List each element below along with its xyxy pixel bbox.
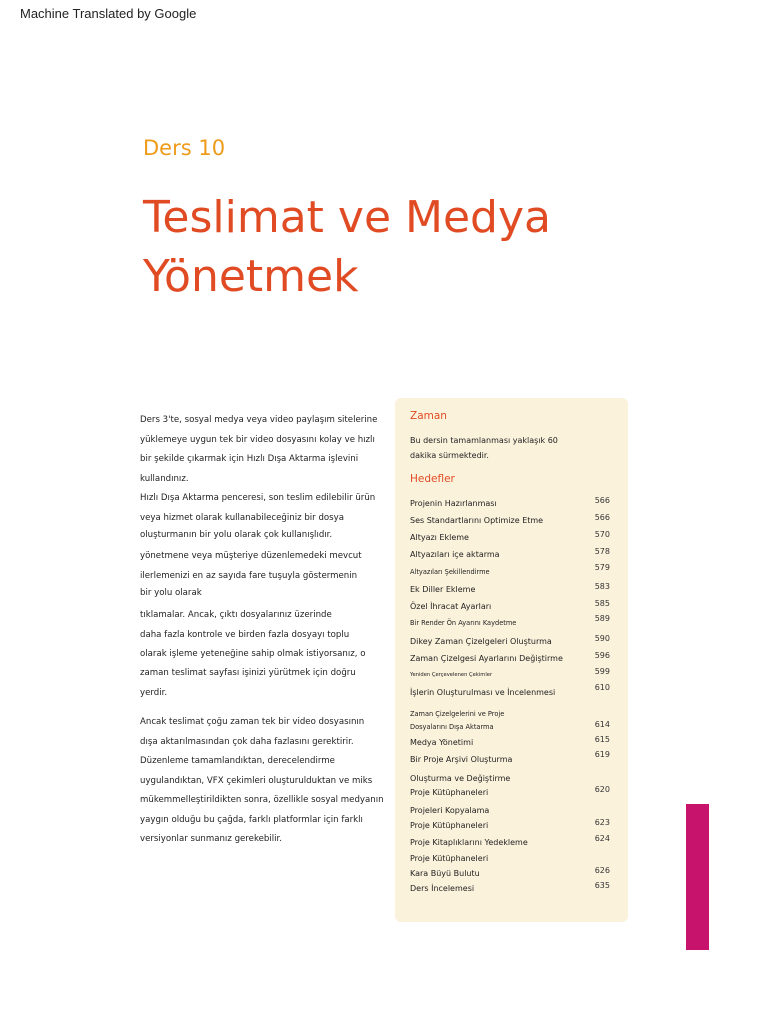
objective-page-number: 635 <box>594 881 610 890</box>
objective-page-number: 623 <box>594 818 610 827</box>
objective-label: Oluşturma ve Değiştirme <box>410 774 511 783</box>
body-text-line: Ders 3'te, sosyal medya veya video paylaşım sitelerine <box>140 415 378 425</box>
objective-label: Proje Kütüphaneleri <box>410 788 489 797</box>
body-text-line: yüklemeye uygun tek bir video dosyasını kolay ve hızlı <box>140 435 375 445</box>
objective-label: Bir Proje Arşivi Oluşturma <box>410 755 513 764</box>
objective-label: Altyazı Ekleme <box>410 533 469 542</box>
objective-label: Yeniden Çerçevelenen Çekimler <box>410 672 493 678</box>
lesson-title-line: Teslimat ve Medya <box>143 192 551 243</box>
body-text-line: zaman teslimat sayfası işinizi yürütmek için doğru <box>140 668 356 678</box>
body-text-line: Düzenleme tamamlandıktan, derecelendirme <box>140 756 335 766</box>
body-text-line: tıklamalar. Ancak, çıktı dosyalarınız üzerinde <box>140 610 332 620</box>
body-text-line: yaygın olduğu bu çağda, farklı platformlar için farklı <box>140 815 363 825</box>
body-text-line: mükemmelleştirildikten sonra, özellikle sosyal medyanın <box>140 795 384 805</box>
objective-label: Dosyalarını Dışa Aktarma <box>410 723 494 731</box>
objective-label: Proje Kütüphaneleri <box>410 854 489 863</box>
body-text-line: oluşturmanın bir yolu olarak çok kullanışlıdır. <box>140 530 333 540</box>
lesson-number: Ders 10 <box>143 136 226 160</box>
objective-label: Proje Kütüphaneleri <box>410 821 489 830</box>
goals-heading: Hedefler <box>410 473 455 485</box>
body-text-line: veya hizmet olarak kullanabileceğiniz bir dosya <box>140 513 344 523</box>
objective-label: Ses Standartlarını Optimize Etme <box>410 516 544 525</box>
objective-page-number: 626 <box>594 866 610 875</box>
objective-page-number: 579 <box>594 563 610 572</box>
time-heading: Zaman <box>410 410 447 422</box>
objective-page-number: 620 <box>594 785 610 794</box>
body-text-line: bir şekilde çıkarmak için Hızlı Dışa Aktarma işlevini <box>140 454 359 464</box>
objective-label: Altyazıları Şekillendirme <box>410 568 490 576</box>
body-text-line: versiyonlar sunmanız gerekebilir. <box>140 834 282 844</box>
objective-label: Proje Kitaplıklarını Yedekleme <box>410 838 528 847</box>
body-text-line: yerdir. <box>140 688 168 698</box>
time-text-line: dakika sürmektedir. <box>410 451 489 460</box>
objective-label: Projenin Hazırlanması <box>410 499 497 508</box>
lesson-title <box>143 188 551 306</box>
objective-label: Özel İhracat Ayarları <box>410 602 492 611</box>
objective-page-number: 566 <box>594 496 610 505</box>
objective-label: Projeleri Kopyalama <box>410 806 490 815</box>
objective-page-number: 566 <box>594 513 610 522</box>
body-text-line: uygulandıktan, VFX çekimleri oluşturulduktan ve miks <box>140 776 373 786</box>
time-text-line: Bu dersin tamamlanması yaklaşık 60 <box>410 436 558 445</box>
objective-page-number: 589 <box>594 614 610 623</box>
objective-label: Ders İncelemesi <box>410 884 475 893</box>
objective-page-number: 619 <box>594 750 610 759</box>
objective-label: Medya Yönetimi <box>410 738 474 747</box>
objective-page-number: 614 <box>594 720 610 729</box>
machine-translation-banner: Machine Translated by Google <box>20 6 197 21</box>
objective-page-number: 624 <box>594 834 610 843</box>
objective-page-number: 615 <box>594 735 610 744</box>
chapter-tab-marker <box>686 804 709 950</box>
body-text-line: daha fazla kontrole ve birden fazla dosyayı toplu <box>140 630 350 640</box>
body-text-line: Hızlı Dışa Aktarma penceresi, son teslim edilebilir ürün <box>140 493 376 503</box>
body-text-line: bir yolu olarak <box>140 588 202 598</box>
body-text-line: yönetmene veya müşteriye düzenlemedeki mevcut <box>140 551 362 561</box>
objective-label: Zaman Çizelgesi Ayarlarını Değiştirme <box>410 654 563 663</box>
body-text-line: dışa aktarılmasından çok daha fazlasını gerektirir. <box>140 737 354 747</box>
body-text-line: olarak işleme yeteneğine sahip olmak istiyorsanız, o <box>140 649 366 659</box>
objective-page-number: 599 <box>594 667 610 676</box>
objective-label: Kara Büyü Bulutu <box>410 869 480 878</box>
body-text-line: Ancak teslimat çoğu zaman tek bir video dosyasının <box>140 717 365 727</box>
objective-label: İşlerin Oluşturulması ve İncelenmesi <box>410 688 556 697</box>
objective-page-number: 578 <box>594 547 610 556</box>
objective-page-number: 610 <box>594 683 610 692</box>
objective-label: Dikey Zaman Çizelgeleri Oluşturma <box>410 637 552 646</box>
objective-label: Bir Render Ön Ayarını Kaydetme <box>410 619 517 627</box>
objective-page-number: 590 <box>594 634 610 643</box>
body-text-line: ilerlemenizi en az sayıda fare tuşuyla göstermenin <box>140 571 358 581</box>
objective-label: Zaman Çizelgelerini ve Proje <box>410 710 505 718</box>
objective-page-number: 596 <box>594 651 610 660</box>
objective-page-number: 570 <box>594 530 610 539</box>
lesson-sidebar-panel <box>395 398 628 922</box>
lesson-title-line: Yönetmek <box>143 251 359 302</box>
body-text-line: kullandınız. <box>140 474 189 484</box>
objective-label: Ek Diller Ekleme <box>410 585 476 594</box>
objective-page-number: 583 <box>594 582 610 591</box>
objective-label: Altyazıları içe aktarma <box>410 550 500 559</box>
objective-page-number: 585 <box>594 599 610 608</box>
